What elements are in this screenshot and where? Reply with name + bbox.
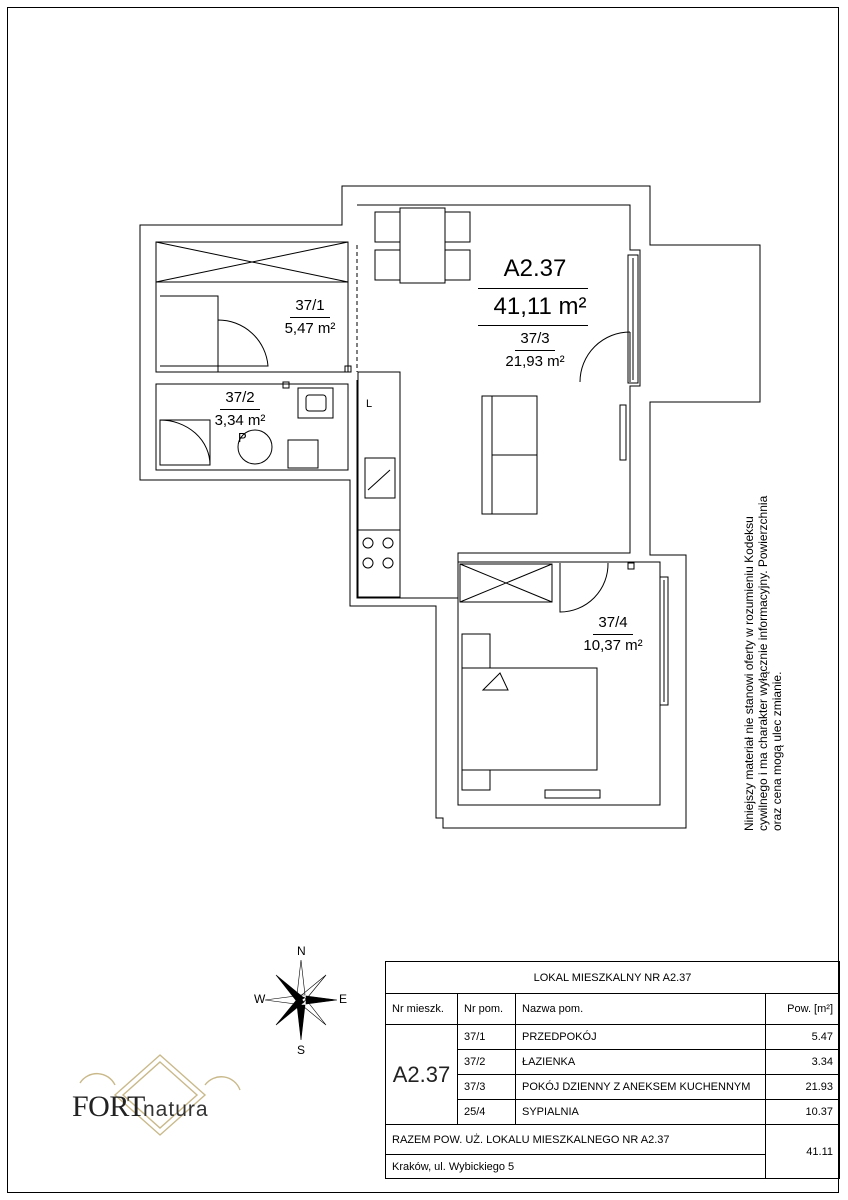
room-area: 5,47 m² [284,320,336,337]
compass-west: W [254,992,266,1006]
row-room: 37/1 [458,1025,516,1050]
room-area: 10,37 m² [583,637,643,654]
balcony [652,245,760,402]
entry-door [160,296,218,366]
room-number: 37/1 [295,297,325,314]
logo-main: FORT [72,1090,145,1123]
room-label [270,297,350,338]
disclaimer-line: cywilnego i ma charakter wyłącznie informacyjny. Powierzchnia [756,495,770,831]
row-name: ŁAZIENKA [516,1050,766,1075]
header-room: Nr pom. [458,994,516,1025]
washbasin [298,388,333,418]
row-area: 10.37 [766,1100,840,1125]
bed [462,668,597,770]
disclaimer-line: oraz cena mogą ulec zmianie. [770,671,784,831]
disclaimer-line: Niniejszy materiał nie stanowi oferty w rozumieniu Kodeksu [742,516,756,831]
unit-id: A2.37 [503,255,567,282]
room-number: 37/2 [225,389,255,406]
compass-south: S [297,1043,306,1057]
room-number: 37/3 [520,330,550,347]
fridge-label: L [366,398,373,410]
compass-east: E [339,992,348,1006]
row-area: 21.93 [766,1075,840,1100]
compass-rose [265,960,337,1040]
row-area: 5.47 [766,1025,840,1050]
row-name: PRZEDPOKÓJ [516,1025,766,1050]
table-title: LOKAL MIESZKALNY NR A2.37 [386,962,840,994]
total-label: RAZEM POW. UŻ. LOKALU MIESZKALNEGO NR A2.37 [386,1125,766,1155]
compass-north: N [297,944,306,958]
divider [478,325,588,326]
unit-id-cell: A2.37 [386,1025,458,1125]
header-name: Nazwa pom. [516,994,766,1025]
room-label [200,389,280,430]
room-number: 37/4 [598,614,628,631]
row-room: 37/2 [458,1050,516,1075]
address: Kraków, ul. Wybickiego 5 [386,1155,766,1179]
row-room: 37/3 [458,1075,516,1100]
unit-total-area: 41,11 m² [493,293,587,320]
room-label [568,614,658,655]
header-unit: Nr mieszk. [386,994,458,1025]
hall-door [218,320,268,366]
bedroom-door [560,563,608,612]
row-name: SYPIALNIA [516,1100,766,1125]
header-area: Pow. [m²] [766,994,840,1025]
bedroom-inner [458,562,660,805]
room-area: 3,34 m² [214,412,266,429]
divider [478,288,588,289]
room-area: 21,93 m² [505,353,565,370]
dining-table [400,208,445,283]
kitchen-counter [358,372,400,597]
row-name: POKÓJ DZIENNY Z ANEKSEM KUCHENNYM [516,1075,766,1100]
toilet [288,440,318,468]
unit-summary-table [385,961,840,1179]
logo-sub: natura [143,1098,209,1121]
row-area: 3.34 [766,1050,840,1075]
row-room: 25/4 [458,1100,516,1125]
total-value: 41.11 [766,1125,840,1179]
disclaimer [742,411,784,831]
boiler-label: P [238,430,247,445]
room-label [480,330,590,371]
